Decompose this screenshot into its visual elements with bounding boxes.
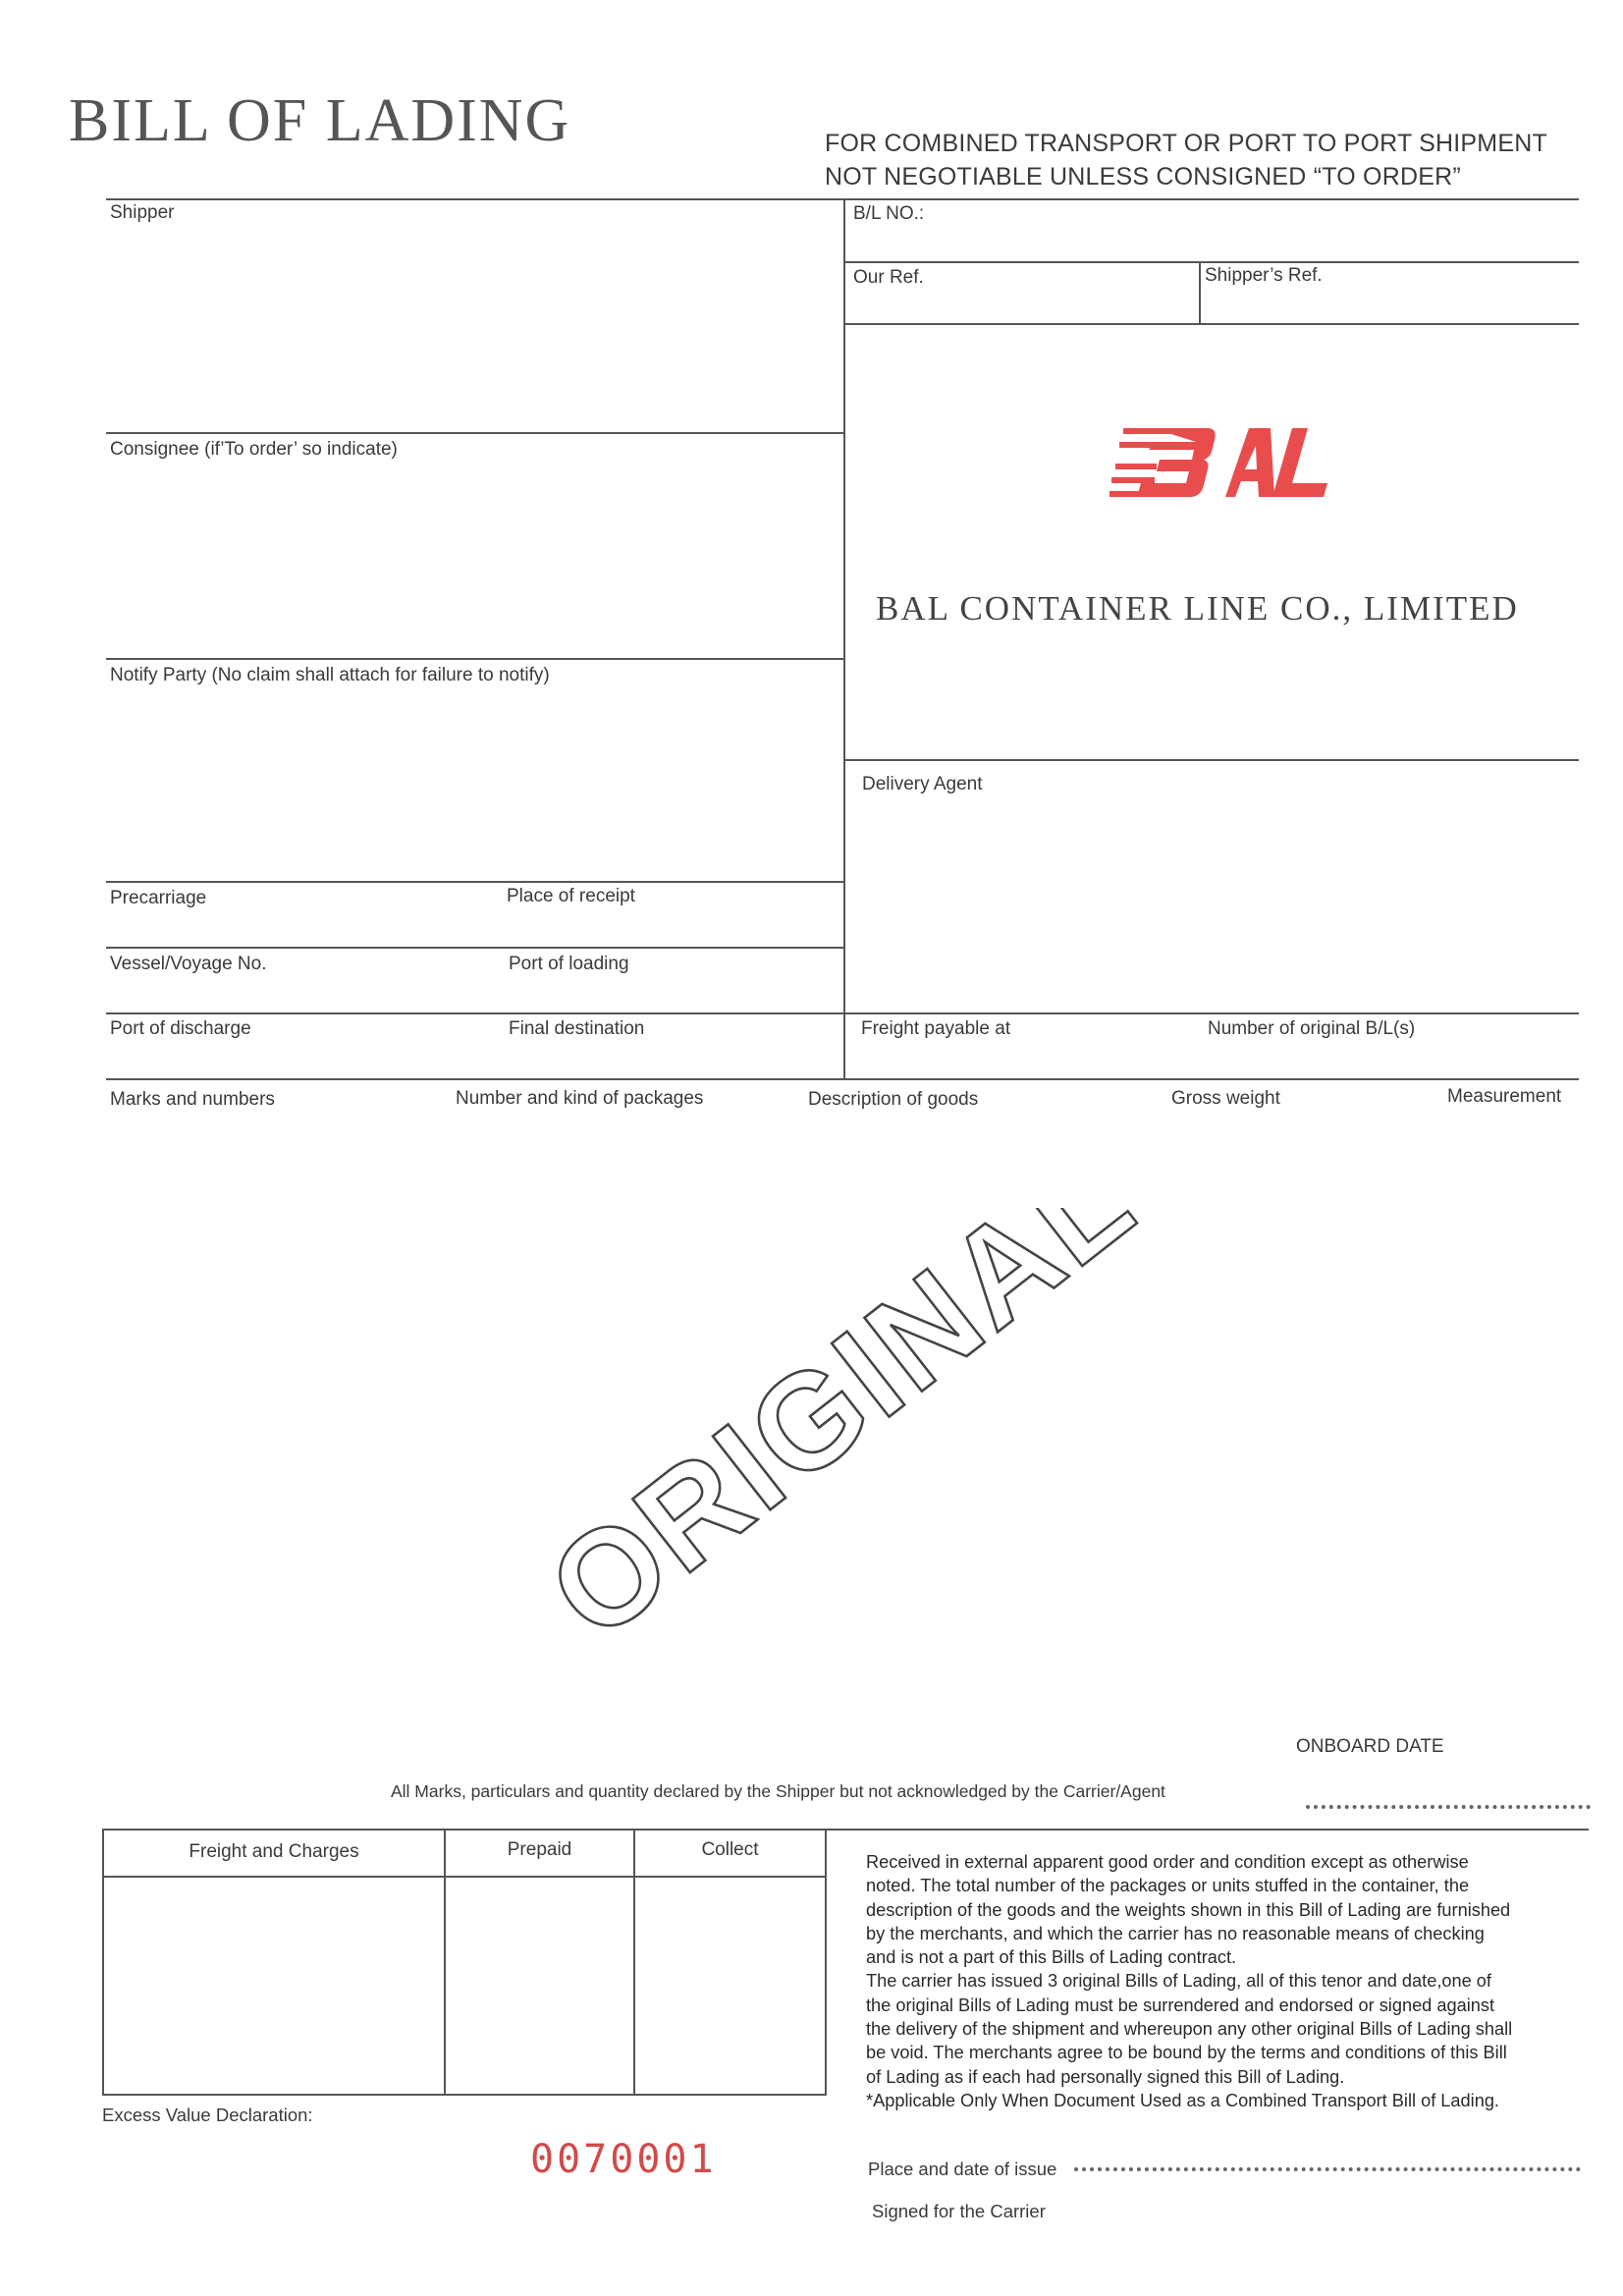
terms-paragraph-1: Received in external apparent good order and condition except as otherwise noted. The total number of the packages or units stuffed in the container, the description of the goods and the weights shown in this Bill of Lading are furnished by the merchants, and which the carrier has no reasonable means of checking and is not a part of this Bills of Lading contract. [866,1852,1511,1968]
subtitle-line-1: FOR COMBINED TRANSPORT OR PORT TO PORT SHIPMENT [825,130,1547,157]
notify-party-field[interactable]: Notify Party (No claim shall attach for failure to notify) [110,665,550,685]
serial-number: 0070001 [530,2137,717,2182]
collect-cell[interactable] [635,1878,825,2094]
place-date-issue-label: Place and date of issue [868,2159,1057,2179]
company-bottom-line [843,759,1579,761]
refs-divider-line [1199,261,1201,324]
vessel-voyage-field[interactable]: Vessel/Voyage No. [110,954,267,974]
consignee-field[interactable]: Consignee (if’To order’ so indicate) [110,439,398,460]
freight-payable-at-field[interactable]: Freight payable at [861,1018,1011,1039]
prepaid-cell[interactable] [446,1878,632,2094]
delivery-agent-field[interactable]: Delivery Agent [862,774,983,794]
description-header: Description of goods [808,1089,979,1110]
marks-numbers-header: Marks and numbers [110,1089,275,1110]
vessel-bottom-line [106,1012,1579,1014]
freight-charges-header: Freight and Charges [189,1841,359,1862]
subtitle-line-2: NOT NEGOTIABLE UNLESS CONSIGNED “TO ORDER” [825,163,1461,191]
document-title: BILL OF LADING [69,87,571,154]
refs-bottom-line [843,323,1579,325]
bal-logo [1109,424,1330,507]
port-of-discharge-field[interactable]: Port of discharge [110,1018,251,1039]
discharge-bottom-line [106,1078,1579,1080]
shipper-bottom-line [106,432,844,434]
onboard-date-dotted-line[interactable] [1306,1805,1591,1809]
packages-header: Number and kind of packages [456,1088,704,1109]
final-destination-field[interactable]: Final destination [509,1018,645,1039]
excess-value-declaration[interactable]: Excess Value Declaration: [102,2105,313,2125]
number-of-original-field[interactable]: Number of original B/L(s) [1208,1018,1416,1039]
original-watermark [550,1208,1178,1640]
notify-bottom-line [106,881,844,883]
port-of-loading-field[interactable]: Port of loading [509,954,629,974]
bl-number-field[interactable]: B/L NO.: [853,203,925,224]
signed-for-carrier-label[interactable]: Signed for the Carrier [872,2201,1046,2221]
consignee-bottom-line [106,658,844,660]
our-ref-field[interactable]: Our Ref. [853,267,924,288]
precarriage-field[interactable]: Precarriage [110,888,207,908]
precarriage-bottom-line [106,947,844,949]
place-of-receipt-field[interactable]: Place of receipt [507,886,635,906]
terms-paragraph-3: *Applicable Only When Document Used as a Combined Transport Bill of Lading. [866,2090,1499,2110]
terms-and-conditions [866,1850,1514,2112]
place-date-issue-dotted-line[interactable] [1074,2167,1581,2171]
gross-weight-header: Gross weight [1171,1088,1280,1109]
onboard-date-label: ONBOARD DATE [1296,1736,1444,1757]
watermark-text: ORIGINAL [550,1208,1163,1640]
refs-top-line [843,261,1579,263]
shipper-declaration: All Marks, particulars and quantity declared by the Shipper but not acknowledged by the Carrier/Agent [391,1781,1165,1801]
prepaid-header: Prepaid [507,1839,572,1860]
shipper-ref-field[interactable]: Shipper’s Ref. [1205,265,1323,286]
collect-header: Collect [701,1839,759,1860]
top-border-line [106,198,1579,200]
company-name: BAL CONTAINER LINE CO., LIMITED [876,589,1519,628]
measurement-header: Measurement [1447,1086,1562,1107]
terms-paragraph-2: The carrier has issued 3 original Bills of Lading, all of this tenor and date,one of the original Bills of Lading must be surrendered and endorsed or signed against the delivery of the shipment and whereupon any other original Bills of Lading shall be void. The merchants agree to be bound by the terms and conditions of this Bill of Lading as if each had personally signed this Bill of Lading. [866,1971,1513,2087]
freight-charges-cell[interactable] [104,1878,443,2094]
shipper-field[interactable]: Shipper [110,202,175,223]
bal-logo-mark [1109,424,1330,507]
